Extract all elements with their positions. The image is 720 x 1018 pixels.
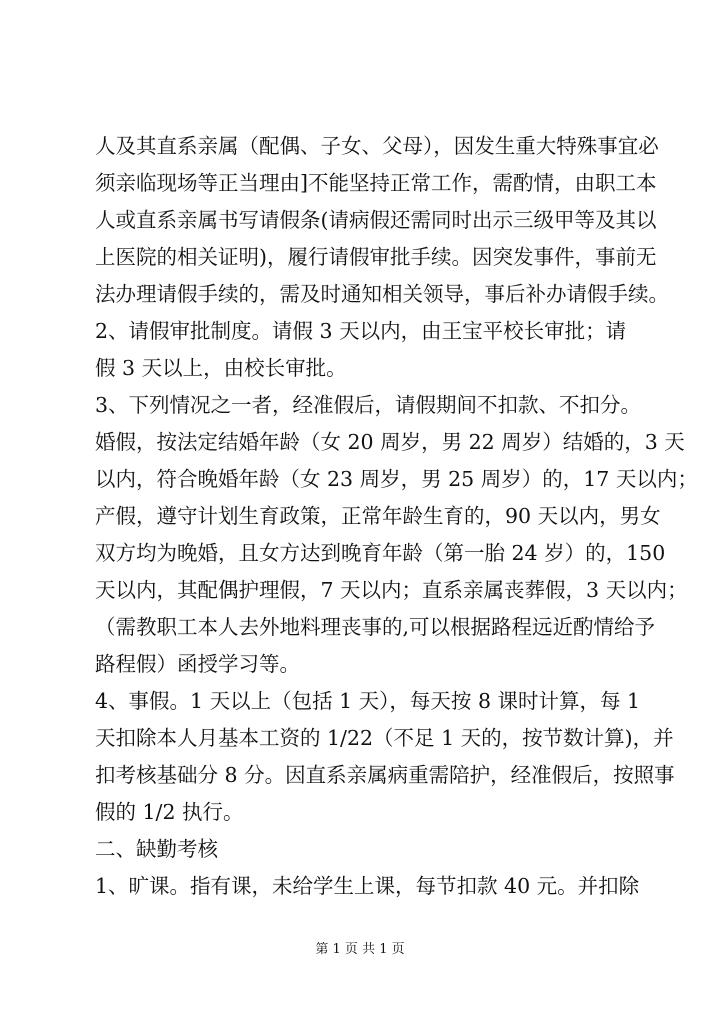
text-line: 假的 1/2 执行。 [95,800,244,824]
text-line: （需教职工本人去外地料理丧事的,可以根据路程远近酌情给予 [95,615,656,639]
text-line: 须亲临现场等正当理由]不能坚持正常工作，需酌情，由职工本 [95,171,657,195]
document-body [95,128,698,905]
text-line: 以内，符合晚婚年龄（女 23 周岁，男 25 周岁）的，17 天以内； [95,467,698,491]
text-line: 人及其直系亲属（配偶、子女、父母），因发生重大特殊事宜必 [95,134,659,158]
section-heading: 二、缺勤考核 [95,837,218,861]
text-line: 婚假，按法定结婚年龄（女 20 周岁，男 22 周岁）结婚的，3 天 [95,430,685,454]
text-line: 人或直系亲属书写请假条(请病假还需同时出示三级甲等及其以 [95,208,657,232]
text-line: 产假，遵守计划生育政策，正常年龄生育的，90 天以内，男女 [95,504,661,528]
text-line: 4、事假。1 天以上（包括 1 天），每天按 8 课时计算，每 1 [95,689,641,713]
page-footer: 第 1 页 共 1 页 [315,942,405,957]
text-line: 上医院的相关证明)，履行请假审批手续。因突发事件，事前无 [95,245,657,269]
text-line: 3、下列情况之一者，经准假后，请假期间不扣款、不扣分。 [95,393,642,417]
text-line: 天以内，其配偶护理假，7 天以内；直系亲属丧葬假，3 天以内； [95,578,688,602]
text-line: 法办理请假手续的，需及时通知相关领导，事后补办请假手续。 [95,282,669,306]
text-line: 1、旷课。指有课，未给学生上课，每节扣款 40 元。并扣除 [95,874,640,898]
text-line: 天扣除本人月基本工资的 1/22（不足 1 天的，按节数计算)，并 [95,726,674,750]
text-line: 扣考核基础分 8 分。因直系亲属病重需陪护，经准假后，按照事 [95,763,675,787]
text-line: 2、请假审批制度。请假 3 天以内，由王宝平校长审批；请 [95,319,627,343]
text-line: 双方均为晚婚，且女方达到晚育年龄（第一胎 24 岁）的，150 [95,541,666,565]
text-line: 假 3 天以上，由校长审批。 [95,356,347,380]
text-line: 路程假）函授学习等。 [95,652,300,676]
